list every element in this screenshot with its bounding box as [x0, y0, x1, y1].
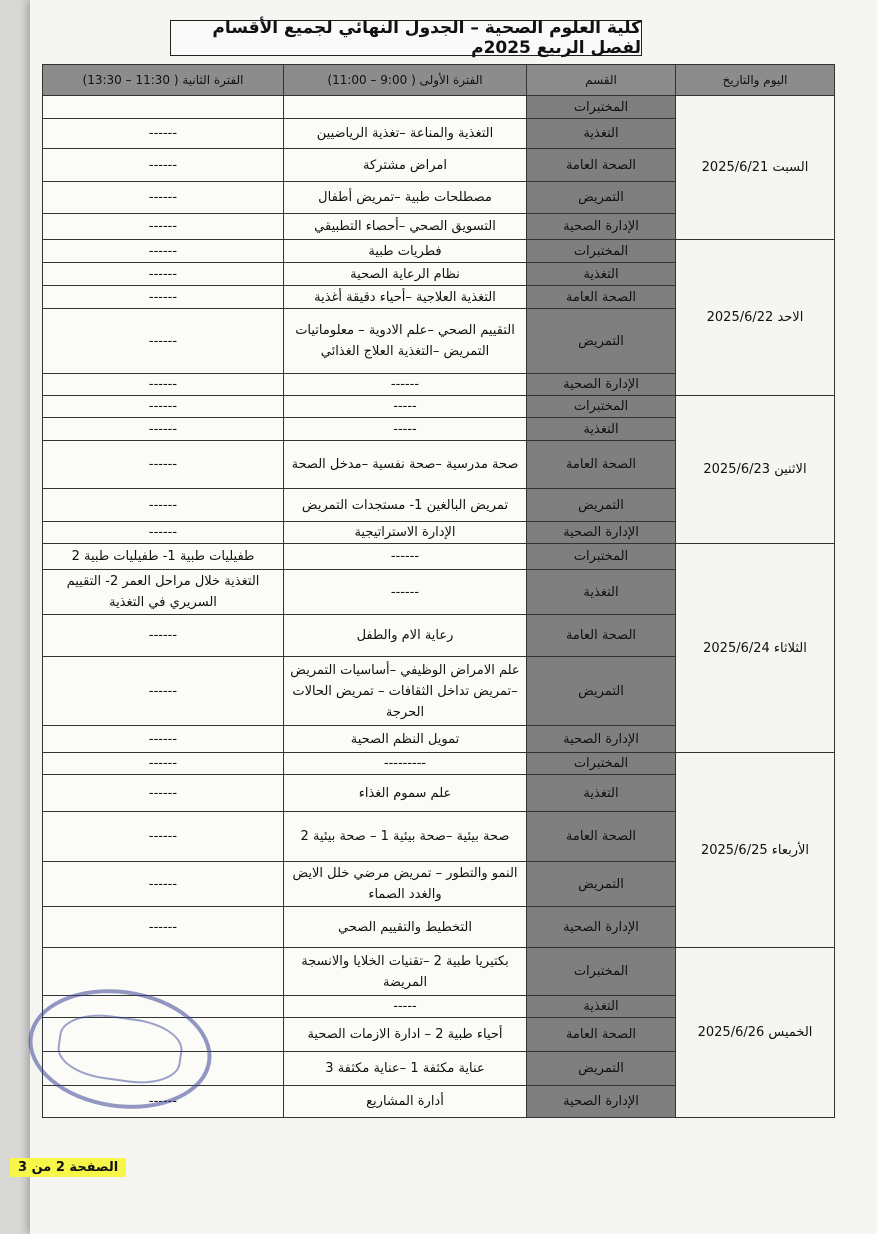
period-1-cell: تمريض البالغين 1- مستجدات التمريض	[284, 489, 527, 522]
period-2-cell: ------	[43, 119, 284, 149]
page-number: الصفحة 2 من 3	[10, 1158, 126, 1177]
period-2-cell: ------	[43, 615, 284, 657]
period-1-cell: فطريات طبية	[284, 240, 527, 263]
table-row	[43, 96, 835, 119]
period-2-cell: ------	[43, 374, 284, 396]
period-2-cell: ------	[43, 726, 284, 753]
table-row	[43, 240, 835, 263]
period-1-cell: علم الامراض الوظيفي –أساسيات التمريض –تمريض تداخل الثقافات – تمريض الحالات الحرجة	[284, 657, 527, 726]
department-cell: التغذية	[527, 996, 676, 1018]
period-2-cell: ------	[43, 214, 284, 240]
period-2-cell: ------	[43, 263, 284, 286]
period-1-cell: التقييم الصحي –علم الادوية – معلوماتيات التمريض –التغذية العلاج الغذائي	[284, 309, 527, 374]
table-header-row	[43, 65, 835, 96]
department-cell: التمريض	[527, 489, 676, 522]
department-cell: التغذية	[527, 418, 676, 441]
period-1-cell: نظام الرعاية الصحية	[284, 263, 527, 286]
document-title: كلية العلوم الصحية – الجدول النهائي لجميع الأقسام لفصل الربيع 2025م	[170, 20, 642, 56]
period-1-cell: -----	[284, 418, 527, 441]
department-cell: الإدارة الصحية	[527, 214, 676, 240]
period-1-cell: تمويل النظم الصحية	[284, 726, 527, 753]
period-1-cell: مصطلحات طبية –تمريض أطفال	[284, 182, 527, 214]
day-date-cell: الخميس 2025/6/26	[676, 948, 835, 1118]
department-cell: التمريض	[527, 309, 676, 374]
table-row	[43, 753, 835, 775]
period-1-cell	[284, 96, 527, 119]
period-2-cell: ------	[43, 240, 284, 263]
table-row	[43, 544, 835, 570]
day-date-cell: السبت 2025/6/21	[676, 96, 835, 240]
period-1-cell: التسويق الصحي –أحصاء التطبيقي	[284, 214, 527, 240]
header-day: اليوم والتاريخ	[676, 65, 835, 96]
period-1-cell: ------	[284, 374, 527, 396]
department-cell: الإدارة الصحية	[527, 726, 676, 753]
table-row	[43, 396, 835, 418]
period-2-cell: ------	[43, 862, 284, 907]
department-cell: المختبرات	[527, 240, 676, 263]
period-2-cell: التغذية خلال مراحل العمر 2- التقييم السريري في التغذية	[43, 570, 284, 615]
period-2-cell: ------	[43, 182, 284, 214]
period-1-cell: أدارة المشاريع	[284, 1086, 527, 1118]
header-period-2: الفترة الثانية ( 11:30 – 13:30)	[43, 65, 284, 96]
period-1-cell: عناية مكثفة 1 –عناية مكثفة 3	[284, 1052, 527, 1086]
department-cell: التغذية	[527, 570, 676, 615]
period-1-cell: صحة مدرسية –صحة نفسية –مدخل الصحة	[284, 441, 527, 489]
period-2-cell: ------	[43, 812, 284, 862]
period-2-cell: ------	[43, 753, 284, 775]
period-2-cell: ------	[43, 418, 284, 441]
department-cell: الإدارة الصحية	[527, 1086, 676, 1118]
department-cell: الصحة العامة	[527, 441, 676, 489]
period-1-cell: ---------	[284, 753, 527, 775]
department-cell: الإدارة الصحية	[527, 522, 676, 544]
department-cell: الصحة العامة	[527, 1018, 676, 1052]
department-cell: الصحة العامة	[527, 615, 676, 657]
period-1-cell: -----	[284, 396, 527, 418]
schedule-table	[42, 64, 835, 1118]
day-date-cell: الأربعاء 2025/6/25	[676, 753, 835, 948]
period-2-cell: طفيليات طبية 1- طفيليات طبية 2	[43, 544, 284, 570]
period-1-cell: امراض مشتركة	[284, 149, 527, 182]
department-cell: الصحة العامة	[527, 286, 676, 309]
period-1-cell: النمو والتطور – تمريض مرضي خلل الايض والغدد الصماء	[284, 862, 527, 907]
day-date-cell: الاحد 2025/6/22	[676, 240, 835, 396]
period-2-cell: ------	[43, 775, 284, 812]
period-2-cell: ------	[43, 309, 284, 374]
table-row	[43, 948, 835, 996]
period-2-cell: ------	[43, 489, 284, 522]
department-cell: الإدارة الصحية	[527, 374, 676, 396]
period-1-cell: التخطيط والتقييم الصحي	[284, 907, 527, 948]
department-cell: المختبرات	[527, 96, 676, 119]
department-cell: الإدارة الصحية	[527, 907, 676, 948]
schedule-body	[43, 96, 835, 1118]
day-date-cell: الثلاثاء 2025/6/24	[676, 544, 835, 753]
period-1-cell: أحياء طبية 2 – ادارة الازمات الصحية	[284, 1018, 527, 1052]
period-1-cell: ------	[284, 544, 527, 570]
period-2-cell: ------	[43, 1086, 284, 1118]
period-2-cell: ------	[43, 522, 284, 544]
department-cell: التمريض	[527, 657, 676, 726]
header-period-1: الفترة الأولى ( 9:00 – 11:00)	[284, 65, 527, 96]
period-2-cell: ------	[43, 149, 284, 182]
period-1-cell: -----	[284, 996, 527, 1018]
department-cell: الصحة العامة	[527, 812, 676, 862]
department-cell: المختبرات	[527, 948, 676, 996]
header-department: القسم	[527, 65, 676, 96]
period-2-cell: ------	[43, 907, 284, 948]
department-cell: التمريض	[527, 862, 676, 907]
department-cell: التغذية	[527, 119, 676, 149]
department-cell: التمريض	[527, 182, 676, 214]
period-1-cell: علم سموم الغذاء	[284, 775, 527, 812]
department-cell: التغذية	[527, 263, 676, 286]
stamp-inner-ring	[54, 1009, 186, 1090]
department-cell: الصحة العامة	[527, 149, 676, 182]
period-2-cell: ------	[43, 286, 284, 309]
department-cell: التمريض	[527, 1052, 676, 1086]
period-2-cell: ------	[43, 396, 284, 418]
period-2-cell	[43, 96, 284, 119]
period-1-cell: التغذية والمناعة –تغذية الرياضيين	[284, 119, 527, 149]
period-1-cell: رعاية الام والطفل	[284, 615, 527, 657]
period-1-cell: صحة بيئية –صحة بيئية 1 – صحة بيئية 2	[284, 812, 527, 862]
department-cell: المختبرات	[527, 396, 676, 418]
period-1-cell: التغذية العلاجية –أحياء دقيقة أغذية	[284, 286, 527, 309]
day-date-cell: الاثنين 2025/6/23	[676, 396, 835, 544]
period-2-cell	[43, 948, 284, 996]
period-2-cell: ------	[43, 657, 284, 726]
department-cell: المختبرات	[527, 753, 676, 775]
department-cell: التغذية	[527, 775, 676, 812]
period-1-cell: الإدارة الاستراتيجية	[284, 522, 527, 544]
period-2-cell: ------	[43, 441, 284, 489]
period-1-cell: بكتيريا طبية 2 –تقنيات الخلايا والانسجة المريضة	[284, 948, 527, 996]
department-cell: المختبرات	[527, 544, 676, 570]
period-1-cell: ------	[284, 570, 527, 615]
